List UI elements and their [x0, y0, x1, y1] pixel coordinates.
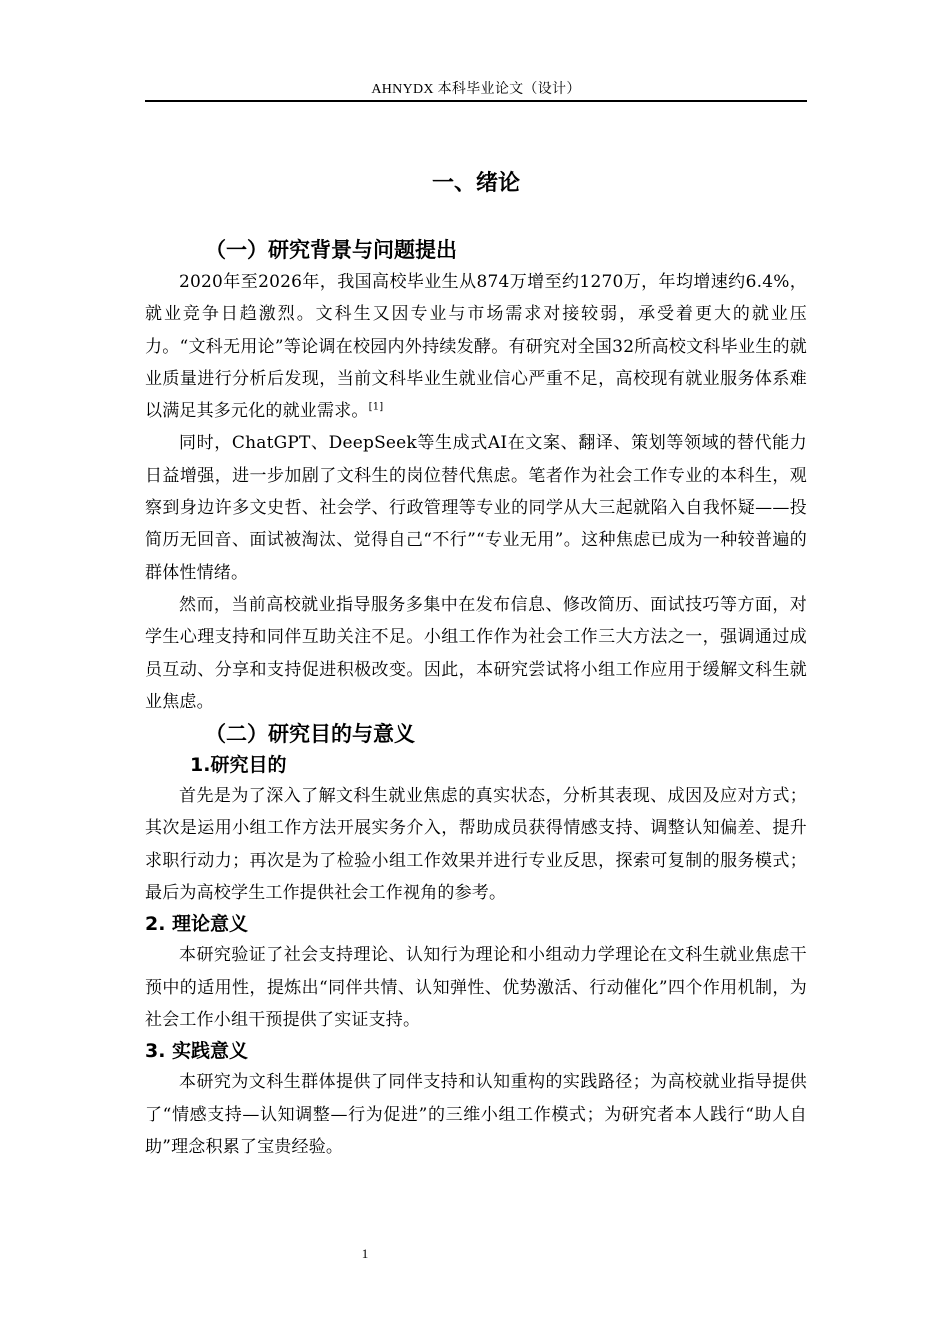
subsection-title-purpose: 1.研究目的: [190, 754, 287, 777]
section-title-purpose: （二）研究目的与意义: [205, 722, 415, 747]
paragraph-background-2: 同时，ChatGPT、DeepSeek等生成式AI在文案、翻译、策划等领域的替代能力日益增强，进一步加剧了文科生的岗位替代焦虑。笔者作为社会工作专业的本科生，观察到身边许多文史哲、社会学、行政管理等专业的同学从大三起就陷入自我怀疑——投简历无回音、面试被淘汰、觉得自己“不行”“专业无用”。这种焦虑已成为一种较普遍的群体性情绪。: [145, 433, 807, 583]
paragraph-practice: 本研究为文科生群体提供了同伴支持和认知重构的实践路径；为高校就业指导提供了“情感支持—认知调整—行为促进”的三维小组工作模式；为研究者本人践行“助人自助”理念积累了宝贵经验。: [145, 1072, 807, 1157]
paragraph-purpose: 首先是为了深入了解文科生就业焦虑的真实状态，分析其表现、成因及应对方式；其次是运用小组工作方法开展实务介入，帮助成员获得情感支持、调整认知偏差、提升求职行动力；再次是为了检验小组工作效果并进行专业反思，探索可复制的服务模式；最后为高校学生工作提供社会工作视角的参考。: [145, 786, 807, 904]
citation-ref-1: [1]: [368, 401, 384, 413]
page-number: 1: [361, 1246, 369, 1261]
section-title-background: （一）研究背景与问题提出: [205, 238, 457, 262]
running-header: AHNYDX 本科毕业论文（设计）: [371, 82, 581, 97]
paragraph-background-1: [145, 266, 807, 427]
paragraph-background-3: 然而，当前高校就业指导服务多集中在发布信息、修改简历、面试技巧等方面，对学生心理支持和同伴互助关注不足。小组工作作为社会工作三大方法之一，强调通过成员互动、分享和支持促进积极改变。因此，本研究尝试将小组工作应用于缓解文科生就业焦虑。: [145, 594, 807, 712]
paragraph-background-1-text: 2020年至2026年，我国高校毕业生从874万增至约1270万，年均增速约6.4%，就业竞争日趋激烈。文科生又因专业与市场需求对接较弱，承受着更大的就业压力。“文科无用论”等论调在校园内外持续发酵。有研究对全国32所高校文科毕业生的就业质量进行分析后发现，当前文科毕业生就业信心严重不足，高校现有就业服务体系难以满足其多元化的就业需求。: [145, 272, 807, 422]
subsection-title-theory: 2. 理论意义: [145, 913, 249, 936]
chapter-title: 一、绪论: [431, 171, 520, 196]
paragraph-theory: 本研究验证了社会支持理论、认知行为理论和小组动力学理论在文科生就业焦虑干预中的适用性，提炼出“同伴共情、认知弹性、优势激活、行动催化”四个作用机制，为社会工作小组干预提供了实证支持。: [145, 945, 807, 1030]
page-body: [145, 168, 807, 1163]
header-rule: [145, 100, 807, 102]
subsection-title-practice: 3. 实践意义: [145, 1040, 249, 1063]
